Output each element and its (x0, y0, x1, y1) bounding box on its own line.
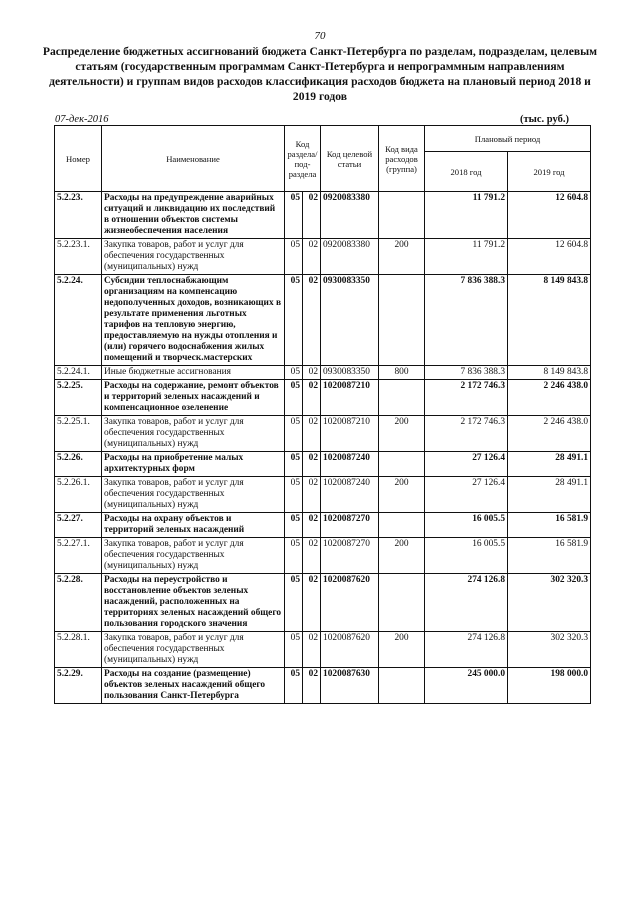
row-number: 5.2.26. (55, 452, 102, 477)
row-value-2018: 7 836 388.3 (425, 366, 508, 380)
row-subsection: 02 (303, 668, 321, 704)
row-number: 5.2.26.1. (55, 477, 102, 513)
row-section: 05 (285, 632, 303, 668)
table-row (55, 416, 591, 452)
row-number: 5.2.23.1. (55, 239, 102, 275)
row-subsection: 02 (303, 275, 321, 366)
row-section: 05 (285, 192, 303, 239)
page-number: 70 (314, 30, 326, 42)
row-type-code (379, 668, 425, 704)
header-type: Код вида расходов (группа) (379, 126, 425, 192)
row-name: Расходы на охрану объектов и территорий зеленых насаждений (102, 513, 285, 538)
row-section: 05 (285, 513, 303, 538)
row-value-2018: 274 126.8 (425, 574, 508, 632)
row-target-code: 1020087270 (321, 513, 379, 538)
header-planned: Плановый период (425, 126, 591, 152)
row-subsection: 02 (303, 574, 321, 632)
row-name: Субсидии теплоснабжающим организациям на компенсацию недополученных доходов, возникающих в результате применения льготных тарифов на тепловую энергию, предоставляемую на нужды отопления и (или) горячего водоснабжения жилых помещений и творческ.мастерских (102, 275, 285, 366)
row-subsection: 02 (303, 239, 321, 275)
table-row (55, 380, 591, 416)
table-row (55, 477, 591, 513)
row-value-2019: 12 604.8 (508, 239, 591, 275)
row-number: 5.2.27. (55, 513, 102, 538)
row-target-code: 1020087210 (321, 380, 379, 416)
table-row (55, 513, 591, 538)
row-number: 5.2.25. (55, 380, 102, 416)
row-value-2018: 27 126.4 (425, 452, 508, 477)
row-target-code: 1020087620 (321, 574, 379, 632)
row-number: 5.2.27.1. (55, 538, 102, 574)
row-number: 5.2.25.1. (55, 416, 102, 452)
row-value-2019: 198 000.0 (508, 668, 591, 704)
row-section: 05 (285, 452, 303, 477)
row-value-2019: 16 581.9 (508, 538, 591, 574)
row-name: Расходы на приобретение малых архитектурных форм (102, 452, 285, 477)
row-value-2019: 302 320.3 (508, 632, 591, 668)
row-value-2018: 245 000.0 (425, 668, 508, 704)
row-type-code: 200 (379, 239, 425, 275)
row-name: Расходы на предупреждение аварийных ситуаций и ликвидацию их последствий в отношении объектов системы жизнеобеспечения населения (102, 192, 285, 239)
row-value-2019: 16 581.9 (508, 513, 591, 538)
row-subsection: 02 (303, 192, 321, 239)
row-number: 5.2.24. (55, 275, 102, 366)
row-type-code (379, 513, 425, 538)
row-name: Расходы на переустройство и восстановление объектов зеленых насаждений, расположенных на территориях зеленых насаждений общего пользования городского значения (102, 574, 285, 632)
row-type-code: 200 (379, 477, 425, 513)
table-row (55, 239, 591, 275)
table-row (55, 632, 591, 668)
row-subsection: 02 (303, 513, 321, 538)
row-subsection: 02 (303, 452, 321, 477)
row-name: Расходы на создание (размещение) объектов зеленых насаждений общего пользования Санкт-Петербурга (102, 668, 285, 704)
row-target-code: 0930083350 (321, 366, 379, 380)
table-row (55, 574, 591, 632)
header-2019: 2019 год (508, 152, 591, 192)
row-target-code: 1020087240 (321, 452, 379, 477)
table-row (55, 452, 591, 477)
row-section: 05 (285, 416, 303, 452)
table-row (55, 275, 591, 366)
header-number: Номер (55, 126, 102, 192)
units-label: (тыс. руб.) (520, 114, 569, 125)
row-number: 5.2.28.1. (55, 632, 102, 668)
table-row (55, 538, 591, 574)
row-number: 5.2.29. (55, 668, 102, 704)
header-name: Наименование (102, 126, 285, 192)
row-value-2019: 2 246 438.0 (508, 416, 591, 452)
row-name: Закупка товаров, работ и услуг для обеспечения государственных (муниципальных) нужд (102, 632, 285, 668)
row-target-code: 1020087240 (321, 477, 379, 513)
row-section: 05 (285, 668, 303, 704)
row-section: 05 (285, 275, 303, 366)
row-value-2019: 8 149 843.8 (508, 275, 591, 366)
row-value-2019: 12 604.8 (508, 192, 591, 239)
row-number: 5.2.24.1. (55, 366, 102, 380)
row-value-2018: 2 172 746.3 (425, 380, 508, 416)
row-subsection: 02 (303, 416, 321, 452)
document-date: 07-дек-2016 (55, 114, 109, 125)
document-title: Распределение бюджетных ассигнований бюджета Санкт-Петербурга по разделам, подразделам, целевым статьям (государственным программам Санкт-Петербурга и непрограммным направлениям деятельности) и группам видов расходов классификация расходов бюджета на плановый период 2018 и 2019 годов (42, 45, 598, 103)
row-type-code (379, 380, 425, 416)
row-target-code: 1020087630 (321, 668, 379, 704)
row-value-2018: 11 791.2 (425, 192, 508, 239)
row-type-code: 200 (379, 416, 425, 452)
row-section: 05 (285, 477, 303, 513)
row-target-code: 0930083350 (321, 275, 379, 366)
row-value-2019: 28 491.1 (508, 452, 591, 477)
row-value-2018: 274 126.8 (425, 632, 508, 668)
row-value-2019: 28 491.1 (508, 477, 591, 513)
row-subsection: 02 (303, 380, 321, 416)
row-name: Закупка товаров, работ и услуг для обеспечения государственных (муниципальных) нужд (102, 239, 285, 275)
row-type-code (379, 192, 425, 239)
row-target-code: 0920083380 (321, 192, 379, 239)
row-section: 05 (285, 366, 303, 380)
row-value-2019: 8 149 843.8 (508, 366, 591, 380)
row-section: 05 (285, 380, 303, 416)
row-number: 5.2.23. (55, 192, 102, 239)
row-name: Закупка товаров, работ и услуг для обеспечения государственных (муниципальных) нужд (102, 416, 285, 452)
row-number: 5.2.28. (55, 574, 102, 632)
row-value-2019: 302 320.3 (508, 574, 591, 632)
table-row (55, 366, 591, 380)
header-2018: 2018 год (425, 152, 508, 192)
row-name: Расходы на содержание, ремонт объектов и территорий зеленых насаждений и компенсационное озеленение (102, 380, 285, 416)
table-row (55, 668, 591, 704)
row-value-2018: 2 172 746.3 (425, 416, 508, 452)
row-value-2018: 16 005.5 (425, 513, 508, 538)
row-name: Закупка товаров, работ и услуг для обеспечения государственных (муниципальных) нужд (102, 538, 285, 574)
row-subsection: 02 (303, 477, 321, 513)
header-target: Код целевой статьи (321, 126, 379, 192)
row-value-2019: 2 246 438.0 (508, 380, 591, 416)
budget-table (54, 125, 591, 704)
row-name: Закупка товаров, работ и услуг для обеспечения государственных (муниципальных) нужд (102, 477, 285, 513)
row-value-2018: 27 126.4 (425, 477, 508, 513)
row-type-code: 200 (379, 538, 425, 574)
row-name: Иные бюджетные ассигнования (102, 366, 285, 380)
row-type-code (379, 275, 425, 366)
row-value-2018: 11 791.2 (425, 239, 508, 275)
row-subsection: 02 (303, 366, 321, 380)
table-row (55, 192, 591, 239)
row-section: 05 (285, 538, 303, 574)
row-target-code: 0920083380 (321, 239, 379, 275)
row-target-code: 1020087210 (321, 416, 379, 452)
row-subsection: 02 (303, 538, 321, 574)
row-value-2018: 7 836 388.3 (425, 275, 508, 366)
row-type-code: 800 (379, 366, 425, 380)
row-section: 05 (285, 239, 303, 275)
row-subsection: 02 (303, 632, 321, 668)
row-value-2018: 16 005.5 (425, 538, 508, 574)
row-target-code: 1020087620 (321, 632, 379, 668)
row-type-code (379, 574, 425, 632)
row-target-code: 1020087270 (321, 538, 379, 574)
row-section: 05 (285, 574, 303, 632)
row-type-code (379, 452, 425, 477)
row-type-code: 200 (379, 632, 425, 668)
header-section: Код раздела/ под- раздела (285, 126, 321, 192)
